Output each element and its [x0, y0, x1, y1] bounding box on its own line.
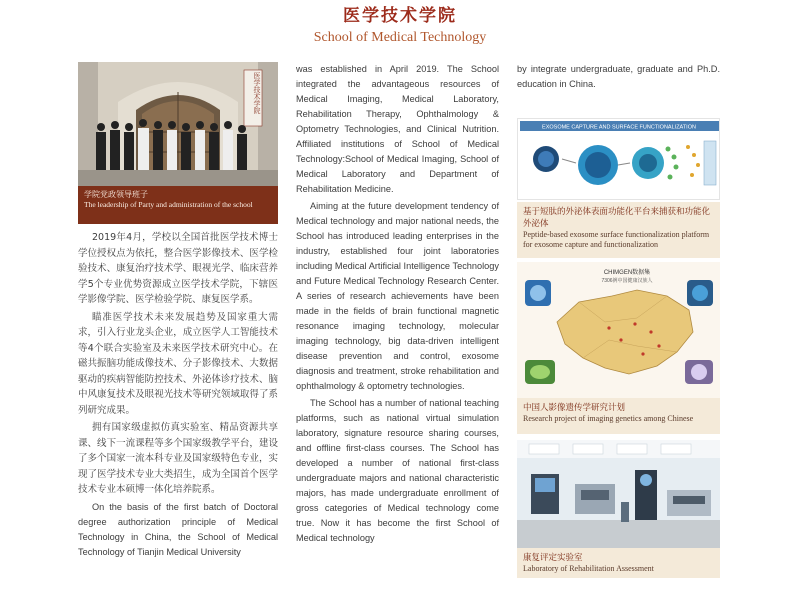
photo-sign-text: 医学技术学院	[253, 72, 261, 114]
figure-2-caption-cn: 中国人影像遗传学研究计划	[523, 403, 626, 413]
paragraph-cn-2: 瞄准医学技术未来发展趋势及国家重大需求，引入行业龙头企业，成立医学人工智能技术等4个联合实验室及未来医学技术研究中心。在磁共振脑功能成像技术、分子影像技术、大数据驱动的疾病智能防控技术、外泌体诊疗技术、脑中风康复技术及眼视光技术等研究领域取得了系列研究成果。	[78, 311, 278, 416]
rehabilitation-lab-photo	[517, 440, 720, 550]
paragraph-cn-3: 拥有国家级虚拟仿真实验室、精品资源共享课、线下一流课程等多个国家级教学平台，建设了多个国家一流本科专业及国家级特色专业，实现了医学技术专业大类招生，成为全国首个医学技术专业本硕博一体化培养院系。	[78, 422, 278, 495]
column-3	[517, 62, 720, 92]
column-2	[296, 62, 499, 546]
paragraph-en-3-continued: by integrate undergraduate, graduate and Ph.D. education in China.	[517, 64, 720, 89]
paragraph-en-3: The School has a number of national teaching platforms, such as national virtual simulation laboratory, signature resource sharing courses, and offline first-class courses. The School has developed a number of national first-class undergraduate majors and national characteristic majors, has made undergraduate enrollment of gross categories of Medical technology come true. Now it has become the first School of Medical technology	[296, 398, 499, 543]
paragraph-cn-1: 2019年4月，学校以全国首批医学技术博士学位授权点为依托，整合医学影像技术、医学检验技术、康复治疗技术学、眼视光学、临床营养学5个专业优势资源成立医学技术学院，下辖医学影像学院、医学检验学院、康复医学系。	[78, 232, 278, 305]
page-header	[0, 6, 800, 47]
china-map-figure	[517, 262, 720, 398]
paragraph-en-2: Aiming at the future development tendency of Medical technology and major national needs, the School has introduced leading enterprises in the industry, established four joint laboratories including Medical Artificial Intelligence Technology and Future Medical Technology Research Center. A series of research achievements have been made in the fields of brain functional magnetic resonance imaging technology, molecular imaging technology, big data-driven intelligent disease prevention and control, exosome diagnosis and treatment, stroke rehabilitation and ophthalmology & optometry technologies.	[296, 201, 499, 391]
paragraph-en-1-continued: was established in April 2019. The School integrated the advantageous resources of Medical Imaging, Medical Laboratory, Rehabilitation Therapy, Ophthalmology & Optometry Technologies, and Clinical Nutrition. Affiliated institutions of School of Medical Technology:School of Medical Imaging, School of Medical Laboratory and Department of Rehabilitation Medicine.	[296, 64, 499, 194]
figure-3-caption-en: Laboratory of Rehabilitation Assessment	[523, 564, 654, 573]
photo-caption-en: The leadership of Party and administration of the school	[84, 200, 253, 209]
title-cn: 医学技术学院	[343, 6, 457, 26]
diagram-title: EXOSOME CAPTURE AND SURFACE FUNCTIONALIZATION	[542, 124, 696, 131]
photo-caption	[78, 186, 278, 224]
map-subtitle: 7306例中国健康汉族人	[601, 278, 653, 284]
figure-1-caption-cn: 基于短肽的外泌体表面功能化平台来捕获和功能化外泌体	[523, 207, 711, 229]
figure-2-caption-en: Research project of imaging genetics among Chinese	[523, 414, 694, 423]
title-en: School of Medical Technology	[313, 30, 487, 45]
paragraph-en-1: On the basis of the first batch of Doctoral degree authorization principle of Medical Technology in China, the School of Medical Technology of Tianjin Medical University	[78, 501, 278, 557]
figure-3-caption	[517, 548, 720, 578]
figure-1-caption	[517, 202, 720, 258]
figure-2-caption	[517, 398, 720, 434]
column-1	[78, 230, 278, 560]
figure-3-caption-cn: 康复评定实验室	[523, 553, 583, 563]
exosome-diagram	[517, 118, 720, 200]
figure-1-caption-en: Peptide-based exosome surface functionalization platform for exosome capture and functionalization	[523, 230, 710, 249]
photo-caption-cn: 学院党政领导班子	[84, 190, 148, 199]
map-title: CHIMGEN数据集	[603, 270, 651, 276]
